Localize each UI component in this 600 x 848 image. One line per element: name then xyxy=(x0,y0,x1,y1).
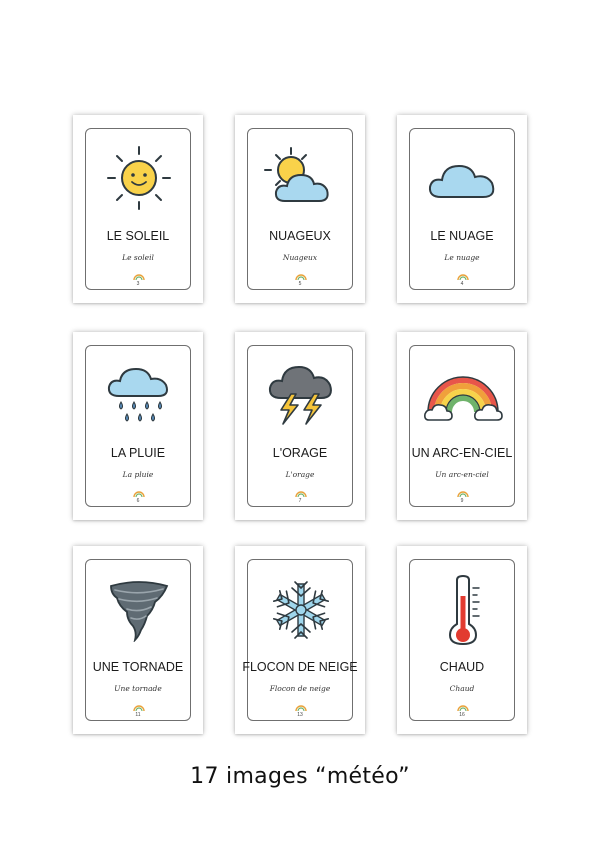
card-number: 7 xyxy=(298,498,302,504)
rainbow-logo-icon xyxy=(456,490,470,497)
card-pluie xyxy=(73,332,203,520)
card-frame xyxy=(247,128,353,290)
card-flocon xyxy=(235,546,365,734)
card-soleil xyxy=(73,115,203,303)
rainbow-icon xyxy=(423,362,503,428)
card-title: LA PLUIE xyxy=(110,446,166,460)
rainbow-logo-icon xyxy=(456,273,470,280)
card-frame xyxy=(85,128,191,290)
card-number: 3 xyxy=(136,281,140,287)
card-number: 4 xyxy=(460,281,464,287)
card-subtitle: Un arc-en-ciel xyxy=(435,470,489,479)
card-frame xyxy=(409,559,515,721)
sun-behind-cloud-icon xyxy=(261,145,341,211)
rainbow-logo-icon xyxy=(132,273,146,280)
tornado-icon xyxy=(99,576,179,642)
card-title: CHAUD xyxy=(439,660,485,674)
card-arc-en-ciel xyxy=(397,332,527,520)
card-number: 9 xyxy=(460,498,464,504)
card-frame xyxy=(247,345,353,507)
card-title: NUAGEUX xyxy=(269,229,331,243)
sun-icon xyxy=(99,145,179,211)
card-title: LE NUAGE xyxy=(430,229,494,243)
card-title: LE SOLEIL xyxy=(106,229,170,243)
card-number: 6 xyxy=(136,498,140,504)
card-subtitle: La pluie xyxy=(122,470,154,479)
card-subtitle: Le nuage xyxy=(444,253,480,262)
thermometer-icon xyxy=(423,574,503,646)
cloud-icon xyxy=(423,145,503,211)
card-number: 11 xyxy=(135,712,141,718)
card-title: UNE TORNADE xyxy=(92,660,184,674)
storm-cloud-icon xyxy=(261,362,341,428)
card-subtitle: Chaud xyxy=(449,684,475,693)
rainbow-logo-icon xyxy=(456,704,470,711)
card-subtitle: Une tornade xyxy=(114,684,162,693)
card-subtitle: Le soleil xyxy=(122,253,154,262)
card-frame xyxy=(85,345,191,507)
card-number: 5 xyxy=(298,281,302,287)
card-frame xyxy=(409,128,515,290)
rainbow-logo-icon xyxy=(294,490,308,497)
rain-cloud-icon xyxy=(99,362,179,428)
card-subtitle: L'orage xyxy=(285,470,315,479)
card-nuage xyxy=(397,115,527,303)
card-subtitle: Nuageux xyxy=(282,253,318,262)
page-caption: 17 images “météo” xyxy=(190,764,410,789)
card-title: FLOCON DE NEIGE xyxy=(242,660,358,674)
card-nuageux xyxy=(235,115,365,303)
card-number: 13 xyxy=(297,712,303,718)
rainbow-logo-icon xyxy=(132,704,146,711)
card-tornade xyxy=(73,546,203,734)
rainbow-logo-icon xyxy=(294,273,308,280)
card-chaud xyxy=(397,546,527,734)
rainbow-logo-icon xyxy=(132,490,146,497)
card-frame xyxy=(85,559,191,721)
snowflake-icon xyxy=(261,576,341,642)
card-title: UN ARC-EN-CIEL xyxy=(411,446,513,460)
card-subtitle: Flocon de neige xyxy=(269,684,331,693)
card-title: L'ORAGE xyxy=(272,446,328,460)
rainbow-logo-icon xyxy=(294,704,308,711)
card-number: 16 xyxy=(459,712,465,718)
card-frame xyxy=(242,559,358,721)
card-orage xyxy=(235,332,365,520)
card-frame xyxy=(409,345,515,507)
